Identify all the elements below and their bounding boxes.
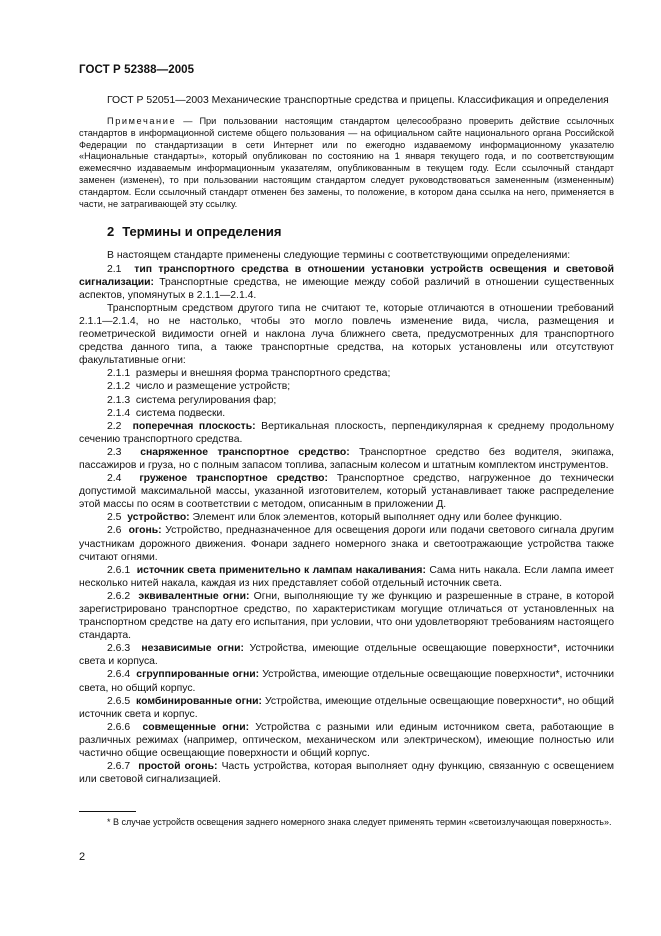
term-paragraph [79, 524, 614, 563]
term-definition: Устройства с разными или единым источником света, работающие в различных режимах (например, оптическом, механическом или электрическом), имеющие полностью или частично общие освещающие поверхности и общий корпус. [79, 721, 615, 760]
term-definition: система подвески. [135, 407, 226, 419]
term-name: эквивалентные огни: [138, 590, 250, 602]
clause-number: 2.1 [107, 263, 122, 275]
clause-number: 2.1.3 [107, 394, 131, 406]
term-name: источник света применительно к лампам накаливания: [136, 564, 426, 576]
clause-number: 2.3 [107, 446, 122, 458]
term-paragraph [79, 590, 614, 642]
term-name: снаряженное транспортное средство: [140, 446, 350, 458]
term-paragraph [79, 760, 614, 786]
clause-number: 2.1.1 [107, 368, 131, 380]
term-paragraph [79, 721, 614, 760]
note-label: Примечание [107, 116, 177, 127]
document-header: ГОСТ Р 52388—2005 [79, 64, 195, 76]
normative-reference: ГОСТ Р 52051—2003 Механические транспортные средства и прицепы. Классификация и определения [107, 95, 609, 106]
term-definition: Транспортное средство, нагруженное до технически допустимой максимальной массы, указанной изготовителем, который устанавливает также распределение этой массы по осям в соответствии с методом, описанным в приложении Д. [79, 473, 614, 511]
clause-number: 2.6.6 [107, 721, 131, 733]
term-definition: Часть устройства, которая выполняет одну функцию, связанную с освещением или световой сигнализацией. [79, 761, 615, 786]
term-paragraph [79, 394, 614, 407]
page-content [79, 94, 614, 786]
term-paragraph [79, 249, 614, 262]
clause-number: 2.4 [107, 473, 122, 485]
term-definition: Сама нить накала. Если лампа имеет несколько нитей накала, каждая из них представляет собой отдельный источник света. [79, 564, 614, 589]
term-paragraph [79, 407, 614, 420]
term-definition: Устройство, предназначенное для освещения дороги или подачи светового сигнала другим участникам дорожного движения. Фонари заднего номерного знака и светоотражающие устройства также считают огнями. [79, 525, 614, 563]
term-definition: Вертикальная плоскость, перпендикулярная к среднему продольному сечению транспортного средства. [79, 420, 615, 445]
clause-number: 2.5 [107, 512, 122, 524]
term-definition: система регулирования фар; [135, 394, 277, 406]
clause-number: 2.2 [107, 420, 122, 432]
section-heading [107, 224, 614, 239]
term-name: тип транспортного средства в отношении установки устройств освещения и световой сигнализации: [79, 263, 614, 288]
clause-number: 2.1.4 [107, 407, 131, 419]
term-name: независимые огни: [141, 643, 244, 655]
footnote-divider [79, 811, 136, 812]
clause-number: 2.6.2 [107, 590, 131, 602]
term-paragraph [79, 668, 614, 694]
term-name: совмещенные огни: [142, 721, 250, 733]
term-paragraph [79, 695, 614, 721]
term-definition: Транспортные средства, не имеющие между собой различий в отношении существенных аспектов, упомянутых в 2.1.1—2.1.4. [79, 276, 614, 301]
clause-number: 2.6.7 [107, 761, 131, 773]
term-name: огонь: [128, 525, 162, 537]
term-paragraph [79, 472, 614, 511]
term-definition: Устройства, имеющие отдельные освещающие поверхности*, источники света, но общий корпус. [79, 669, 615, 694]
note-paragraph [79, 116, 614, 210]
term-paragraph [79, 263, 614, 302]
clause-number: 2.6 [107, 525, 122, 537]
term-name: устройство: [127, 512, 190, 524]
term-paragraph [79, 642, 614, 668]
term-definition: число и размещение устройств; [135, 381, 291, 393]
term-definition: Транспортным средством другого типа не считают те, которые отличаются в отношении требований 2.1.1—2.1.4, но не настолько, чтобы это могло повлечь изменение вида, числа, размещения и геометрической видимости огней и наклона луча ближнего света, предусмотренных для транспортного средства данного типа, а также транспортные средства, на которых установлены или отсутствуют факультативные огни: [79, 302, 614, 367]
clause-number: 2.1.2 [107, 381, 131, 393]
term-definition: Транспортное средство без водителя, экипажа, пассажиров и груза, но с полным запасом топлива, запасным колесом и штатным комплектом инструментов. [79, 446, 614, 471]
term-paragraph [79, 420, 614, 446]
clause-number: 2.6.1 [107, 564, 131, 576]
term-definition: Устройства, имеющие отдельные освещающие поверхности*, но общий источник света и корпус. [79, 695, 615, 720]
footnote: * В случае устройств освещения заднего номерного знака следует применять термин «светоизлучающая поверхность». [107, 817, 612, 827]
section-title: Термины и определения [122, 224, 282, 240]
term-paragraph [79, 511, 614, 524]
term-paragraph [79, 302, 614, 367]
term-definition: Огни, выполняющие ту же функцию и разрешенные в стране, в которой зарегистрировано транспортное средство, по характеристикам могущие отличаться от установленных на транспортном средстве на дату его испытания, при условии, что они удовлетворяют требованиям настоящего стандарта. [79, 590, 615, 642]
term-paragraph [79, 564, 614, 590]
clause-number: 2.6.5 [107, 695, 131, 707]
section-number: 2 [107, 224, 115, 240]
term-definition: размеры и внешняя форма транспортного средства; [135, 368, 391, 380]
term-paragraph [79, 446, 614, 472]
clause-number: 2.6.4 [107, 669, 131, 681]
term-definition: Устройства, имеющие отдельные освещающие поверхности*, источники света и корпуса. [79, 643, 615, 668]
term-name: простой огонь: [138, 761, 218, 773]
note-text: — При пользовании настоящим стандартом целесообразно проверить действие ссылочных стандартов в информационной системе общего пользования — на официальном сайте национального органа Российской Федерации по стандартизации в сети Интернет или по ежегодно издаваемому информационному указателю «Национальные стандарты», который опубликован по состоянию на 1 января текущего года, и по соответствующим ежемесячно издаваемым информационным указателям, опубликованным в текущем году. Если ссылочный стандарт заменен (изменен), то при пользовании настоящим стандартом следует руководствоваться замененным (измененным) стандартом. Если ссылочный стандарт отменен без замены, то положение, в котором дана ссылка на него, применяется в части, не затрагивающей эту ссылку. [79, 116, 614, 209]
term-definition: В настоящем стандарте применены следующие термины с соответствующими определениями: [107, 250, 571, 262]
term-name: комбинированные огни: [136, 695, 263, 707]
term-paragraph [79, 367, 614, 380]
term-definition: Элемент или блок элементов, который выполняет одну или более функцию. [192, 512, 563, 524]
page-number: 2 [79, 851, 86, 863]
term-paragraph [79, 380, 614, 393]
term-name: груженое транспортное средство: [139, 473, 328, 485]
term-name: сгруппированные огни: [136, 669, 260, 681]
clause-number: 2.6.3 [107, 643, 131, 655]
terms-list [79, 249, 614, 786]
term-name: поперечная плоскость: [132, 420, 256, 432]
